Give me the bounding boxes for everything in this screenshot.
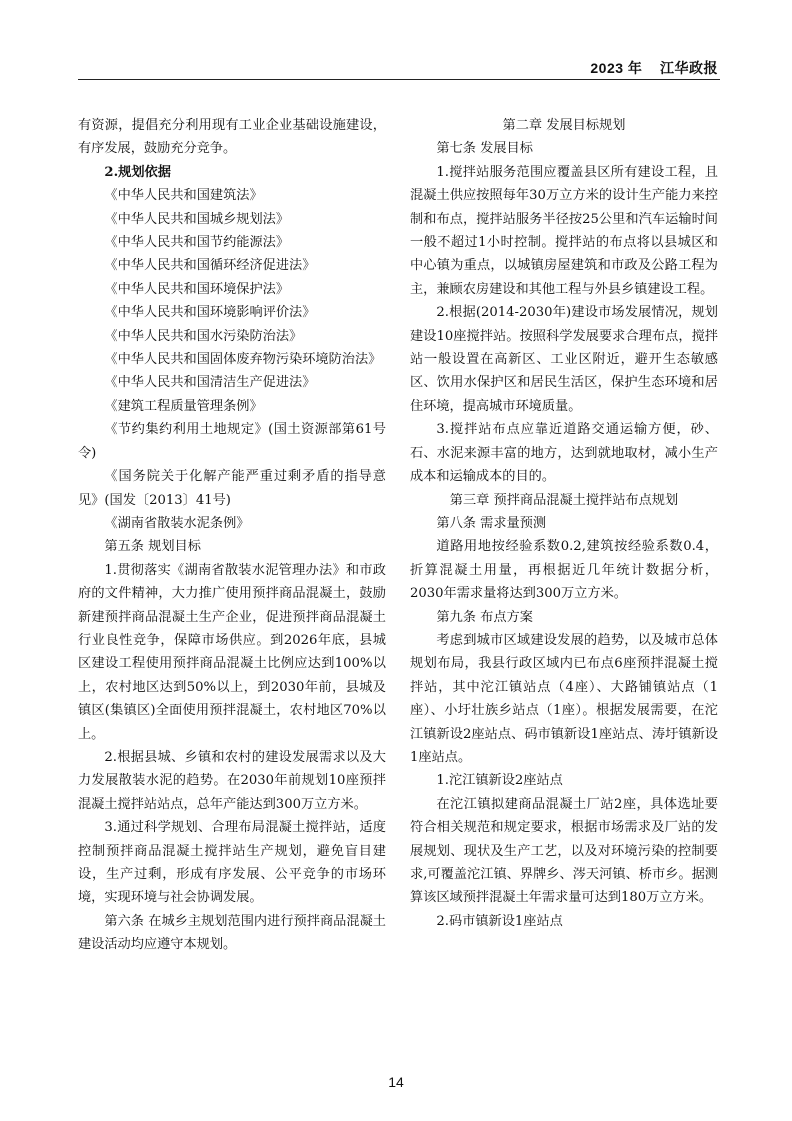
left-column-paragraph: 《中华人民共和国环境影响评价法》	[104, 305, 316, 321]
left-column-paragraph: 《中华人民共和国环境保护法》	[104, 281, 290, 297]
left-column-paragraph: 《建筑工程质量管理条例》	[104, 398, 263, 414]
left-column-paragraph: 2.根据县城、乡镇和农村的建设发展需求以及大力发展散装水泥的趋势。在2030年前规划10座预拌混凝土搅拌站站点，总年产能达到300万立方米。	[78, 749, 386, 812]
right-column-paragraph: 第九条 布点方案	[436, 609, 533, 625]
left-column-paragraph: 2.规划依据	[104, 164, 171, 180]
right-column-paragraph: 第三章 预拌商品混凝土搅拌站布点规划	[449, 492, 679, 508]
header-journal: 江华政报	[660, 60, 718, 76]
left-column-paragraph: 《国务院关于化解产能严重过剩矛盾的指导意见》(国发〔2013〕41号)	[78, 469, 386, 508]
left-column-paragraph: 第六条 在城乡主规划范围内进行预拌商品混凝土建设活动均应遵守本规划。	[78, 913, 386, 953]
right-column-paragraph: 2.根据(2014-2030年)建设市场发展情况，规划建设10座搅拌站。按照科学发展要求合理布点，搅拌站一般设置在高新区、工业区附近，避开生态敏感区、饮用水保护区和居民生活区，保护生态环境和居住环境，提高城市环境质量。	[410, 305, 718, 414]
right-column-paragraph: 1.沱江镇新设2座站点	[436, 773, 563, 789]
left-column-paragraph: 《中华人民共和国城乡规划法》	[104, 211, 290, 227]
left-column-paragraph: 1.贯彻落实《湖南省散装水泥管理办法》和市政府的文件精神，大力推广使用预拌商品混凝土，鼓励新建预拌商品混凝土生产企业，促进预拌商品混凝土行业良性竞争，保障市场供应。到2026年底，县城区建设工程使用预拌商品混凝土比例应达到100%以上，农村地区达到50%以上，到2030年前，县城及镇区(集镇区)全面使用预拌混凝土，农村地区70%以上。	[78, 562, 386, 742]
left-column-paragraph: 《中华人民共和国清洁生产促进法》	[104, 375, 316, 391]
left-column	[78, 114, 386, 957]
page-number: 14	[388, 1074, 404, 1090]
left-column-paragraph: 《中华人民共和国建筑法》	[104, 188, 263, 204]
header-text	[590, 58, 718, 78]
left-column-paragraph: 《中华人民共和国节约能源法》	[104, 235, 290, 251]
left-column-paragraph: 《中华人民共和国固体废弃物污染环境防治法》	[104, 352, 382, 368]
left-column-paragraph: 《节约集约利用土地规定》(国土资源部第61号令)	[78, 422, 386, 461]
right-column-paragraph: 1.搅拌站服务范围应覆盖县区所有建设工程，且混凝土供应按照每年30万立方米的设计生产能力来控制和布点，搅拌站服务半径按25公里和汽车运输时间一般不超过1小时控制。搅拌站的布点将以县城区和中心镇为重点，以城镇房屋建筑和市政及公路工程为主，兼顾农房建设和其他工程与外县乡镇建设工程。	[410, 164, 718, 297]
left-column-paragraph: 3.通过科学规划、合理布局混凝土搅拌站，适度控制预拌商品混凝土搅拌站生产规划，避免盲目建设，生产过剩，形成有序发展、公平竞争的市场环境，实现环境与社会协调发展。	[78, 820, 386, 906]
right-column-paragraph: 考虑到城市区域建设发展的趋势，以及城市总体规划布局，我县行政区域内已布点6座预拌混凝土搅拌站，其中沱江镇站点（4座）、大路铺镇站点（1座）、小圩壮族乡站点（1座）。根据发展需要，在沱江镇新设2座站点、码市镇新设1座站点、涛圩镇新设1座站点。	[410, 632, 718, 765]
left-column-paragraph: 《中华人民共和国循环经济促进法》	[104, 258, 316, 274]
right-column-paragraph: 第七条 发展目标	[436, 141, 533, 157]
right-column-paragraph: 在沱江镇拟建商品混凝土厂站2座，具体选址要符合相关规范和规定要求，根据市场需求及厂站的发展规划、现状及生产工艺，以及对环境污染的控制要求,可覆盖沱江镇、界牌乡、涔天河镇、桥市乡。据测算该区域预拌混凝土年需求量可达到180万立方米。	[410, 796, 718, 906]
left-column-paragraph: 有资源，提倡充分利用现有工业企业基础设施建设，有序发展，鼓励充分竞争。	[78, 118, 386, 157]
page-header	[78, 52, 720, 80]
right-column-paragraph: 2.码市镇新设1座站点	[436, 913, 563, 929]
left-column-paragraph: 第五条 规划目标	[104, 539, 201, 555]
right-column-paragraph: 第八条 需求量预测	[436, 515, 547, 531]
header-year: 2023 年	[590, 60, 643, 76]
left-column-paragraph: 《湖南省散装水泥条例》	[104, 515, 250, 531]
right-column-paragraph: 第二章 发展目标规划	[502, 118, 626, 133]
right-column-paragraph: 道路用地按经验系数0.2,建筑按经验系数0.4，折算混凝土用量，再根据近几年统计数据分析，2030年需求量将达到300万立方米。	[410, 539, 718, 602]
left-column-paragraph: 《中华人民共和国水污染防治法》	[104, 328, 303, 344]
header-rule	[78, 79, 720, 80]
right-column-paragraph: 3.搅拌站布点应靠近道路交通运输方便，砂、石、水泥来源丰富的地方，达到就地取材，减小生产成本和运输成本的目的。	[410, 422, 718, 485]
right-column	[410, 114, 718, 933]
